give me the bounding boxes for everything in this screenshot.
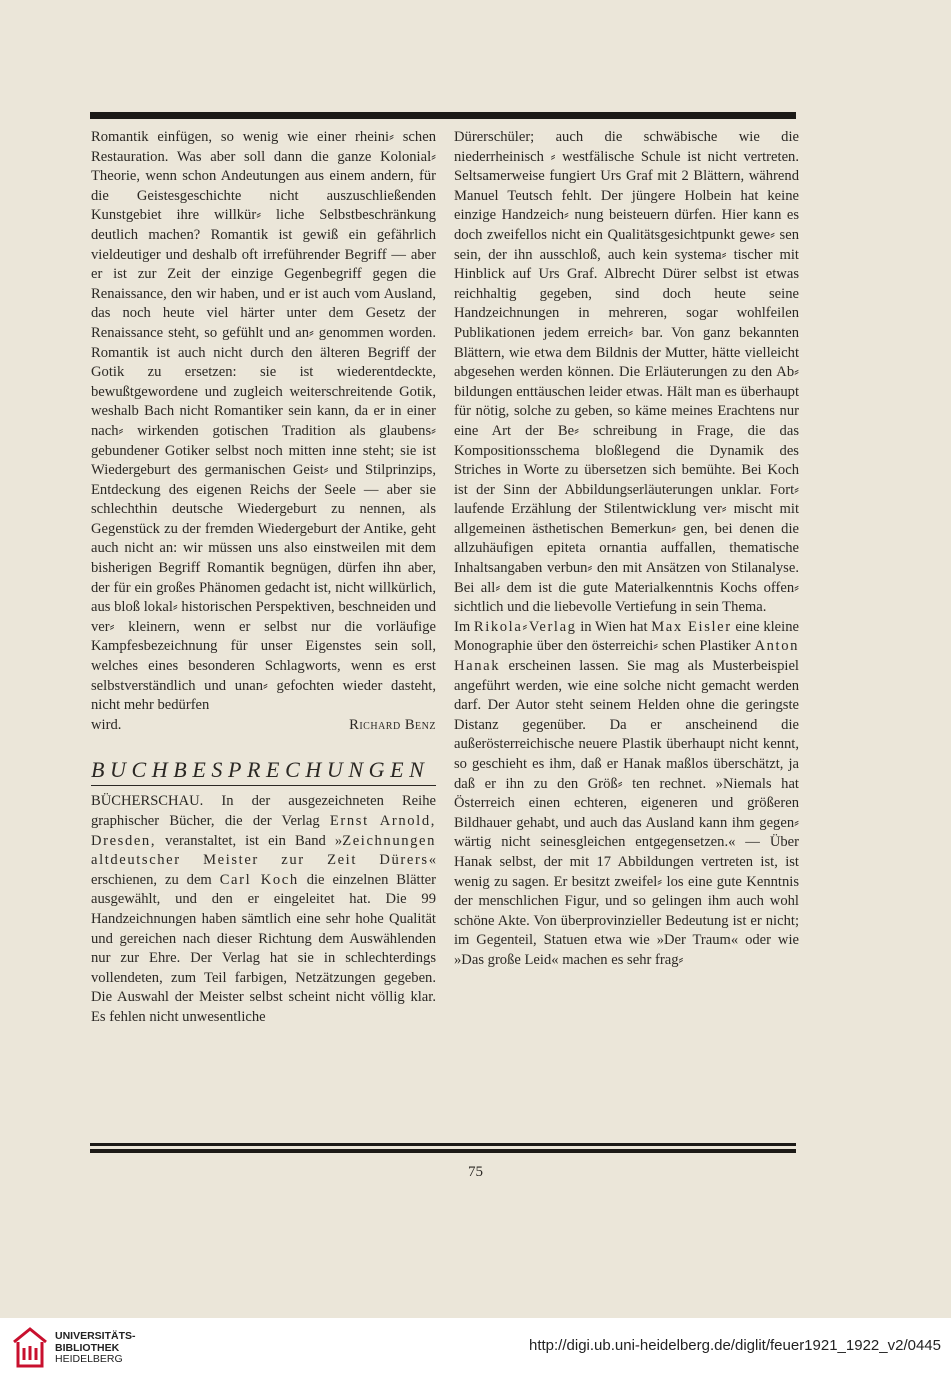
- institution-line: HEIDELBERG: [55, 1353, 123, 1365]
- right-column: [454, 128, 799, 971]
- review-paragraph: [454, 618, 799, 971]
- bottom-rule: [90, 1143, 796, 1146]
- review-text: in Wien hat: [576, 618, 652, 635]
- footer-bar: [0, 1318, 951, 1380]
- publisher-name: Ernst Arnold, Dresden,: [91, 813, 436, 849]
- essay-last-word: wird.: [91, 716, 122, 733]
- review-text: veranstaltet, ist ein Band »: [156, 832, 343, 849]
- logo-mark: [14, 1329, 46, 1366]
- institution-line: BIBLIOTHEK: [55, 1341, 120, 1354]
- review-paragraph: [91, 792, 436, 1027]
- author-name: Max Eisler: [651, 618, 732, 635]
- review-paragraph: Dürerschüler; auch die schwäbische wie die niederrheinisch ⸗ westfälische Schule ist nicht vertreten. Seltsamerweise fungiert Urs Graf mit 2 Blättern, während Manuel Teutsch fehlt. Der jüngere Holbein hat keine einzige Handzeich⸗ nung beisteuern dürfen. Hier kann es doch zweifellos nicht ein Qualitätsgesichtpunkt gewe⸗ sen sein, der ihn ausschloß, auch kein systema⸗ tischer mit Hinblick auf Urs Graf. Albrecht Dürer selbst ist etwas reichhaltig gegeben, sind doch heute seine Handzeichnungen in mehreren, sogar wohlfeilen Publikationen jedem erreich⸗ bar. Von ganz bekannten Blättern, wie etwa dem Bildnis der Mutter, hätte vielleicht abgesehen werden können. Die Erläuterungen zu den Ab⸗ bildungen enttäuschen leider etwas. Hält man es überhaupt für nötig, solche zu geben, so käme meines Erachtens nur eine Art der Be⸗ schreibung in Frage, die das Kompositionsschema bloßlegend die Dynamik des Striches in Worte zu übersetzen sich bemühte. Bei Koch ist der Sinn der Abbildungserläuterungen unklar. Fort⸗ laufende Erzählung der Stilentwicklung ver⸗ mischt mit allgemeinen ästhetischen Bemerkun⸗ gen, bei denen die allzuhäufigen epiteta ornantia auffallen, thematische Inhaltsangaben verbun⸗ den mit Ansätzen von Stilanalyse. Bei all⸗ dem ist die gute Materialkenntnis Kochs offen⸗ sichtlich und die liebevolle Vertiefung in sein Thema.: [454, 129, 799, 616]
- left-column: [91, 128, 436, 1028]
- review-text: Im: [454, 618, 474, 635]
- review-text: « erschienen, zu dem: [91, 852, 436, 888]
- artist-name: Anton Hanak: [454, 638, 799, 675]
- review-text: erscheinen lassen. Sie mag als Musterbeispiel angeführt werden, wie eine solche nicht gemacht werden darf. Der Autor steht seinem Helden ohne die geringste Distanz gegenüber. Da er anscheinend die außerösterreichische neuere Plastik überhaupt nicht kennt, so geschieht es ihm, daß er Hanak maßlos überschätzt, ja daß er ihn zu den Größ⸗ ten rechnet. »Niemals hat Österreich einen echteren, eigeneren und größeren Bildhauer gehabt, und auch das Ausland kann ihm gegen⸗ wärtig nicht seinesgleichen entgegensetzen.« — Über Hanak selbst, der mit 17 Abbildungen vertreten ist, ist wenig zu sagen. Er besitzt zweifel⸗ los eine gute Kenntnis der menschlichen Figur, und so gelingen ihm auch wohl schöne Akte. Von überprovinzieller Bedeutung ist er nicht; im Gegenteil, Statuen etwa wie »Der Traum« oder wie »Das große Leid« machen es sehr frag⸗: [454, 658, 799, 968]
- page-number: 75: [468, 1164, 483, 1180]
- review-text: BÜCHERSCHAU. In der ausgezeichneten Reihe graphischer Bücher, die der Verlag: [91, 793, 436, 829]
- bottom-rule: [90, 1149, 796, 1153]
- essay-signature: [91, 716, 436, 736]
- review-text: eine kleine Monographie über den österreichi⸗ schen Plastiker: [454, 618, 799, 655]
- heidelberg-library-logo-icon[interactable]: [12, 1326, 48, 1372]
- section-heading: BUCHBESPRECHUNGEN: [91, 757, 436, 786]
- essay-author: Richard Benz: [349, 716, 436, 733]
- book-title: Zeichnungen altdeutscher Meister zur Zeit Dürers: [91, 832, 436, 869]
- essay-paragraph: Romantik einfügen, so wenig wie einer rheini⸗ schen Restauration. Was aber soll dann die ganze Kolonial⸗Theorie, wenn schon Andeutungen aus einem andern, für die Geistesgeschichte nicht auszuschließenden Kunstgebiet ihre willkür⸗ liche Selbstbeschränkung deutlich machen? Romantik ist gewiß ein gefährlich vieldeutiger und deshalb oft irreführender Begriff — aber er ist zur Zeit der einzige Gegenbegriff gegen die Renaissance, den wir haben, und er ist auch vom Ausland, das noch heute viel härter unter dem Gesetz der Renaissance steht, so gefühlt und an⸗ genommen worden. Romantik ist auch nicht durch den älteren Begriff der Gotik zu ersetzen: sie ist wiederentdeckte, bewußtgewordene und zugleich weiterschreitende Gotik, weshalb Bach nicht Romantiker sein kann, da er in einer nach⸗ wirkenden gotischen Tradition als glaubens⸗ gebundener Gotiker selbst noch mitten inne steht; sie ist Wiedergeburt des germanischen Geist⸗ und Stilprinzips, Entdeckung des eigenen Reichs der Seele — aber sie schlechthin deutsche Wiedergeburt zu nennen, als Gegenstück zu der fremden Wiedergeburt der Antike, geht auch nicht an: wir müssen uns also einstweilen mit dem bisherigen Begriff Romantik begnügen, dürfen ihn aber, der für ein großes Phänomen gedacht ist, nicht willkürlich, aus bloß lokal⸗ historischen Perspektiven, beschneiden und ver⸗ kleinern, wenn er selbst nur die vorläufige Kampfesbezeichnung für unser Eigenstes sein soll, welches eines besonderen Schlagworts, wenn es erst selbstverständlich und unan⸗ gefochten wieder dasteht, nicht mehr bedürfen: [91, 129, 436, 714]
- editor-name: Carl Koch: [219, 871, 299, 888]
- permalink-url[interactable]: http://digi.ub.uni-heidelberg.de/diglit/feuer1921_1922_v2/0445: [529, 1337, 941, 1354]
- publisher-name: Rikola⸗Verlag: [473, 618, 577, 635]
- institution-line: UNIVERSITÄTS-: [55, 1330, 136, 1342]
- top-rule: [90, 112, 796, 119]
- review-text: die einzelnen Blätter ausgewählt, und den er eingeleitet hat. Die 99 Handzeichnungen haben sämtlich eine sehr hohe Qualität und gereichen nach dieser Richtung dem Auswählenden nur zur Ehre. Der Verlag hat sie in schlechterdings vollendeten, zum Teil farbigen, Netzätzungen gegeben. Die Auswahl der Meister selbst scheint nicht völlig klar. Es fehlen nicht unwesentliche: [91, 871, 436, 1025]
- institution-name: [55, 1331, 136, 1366]
